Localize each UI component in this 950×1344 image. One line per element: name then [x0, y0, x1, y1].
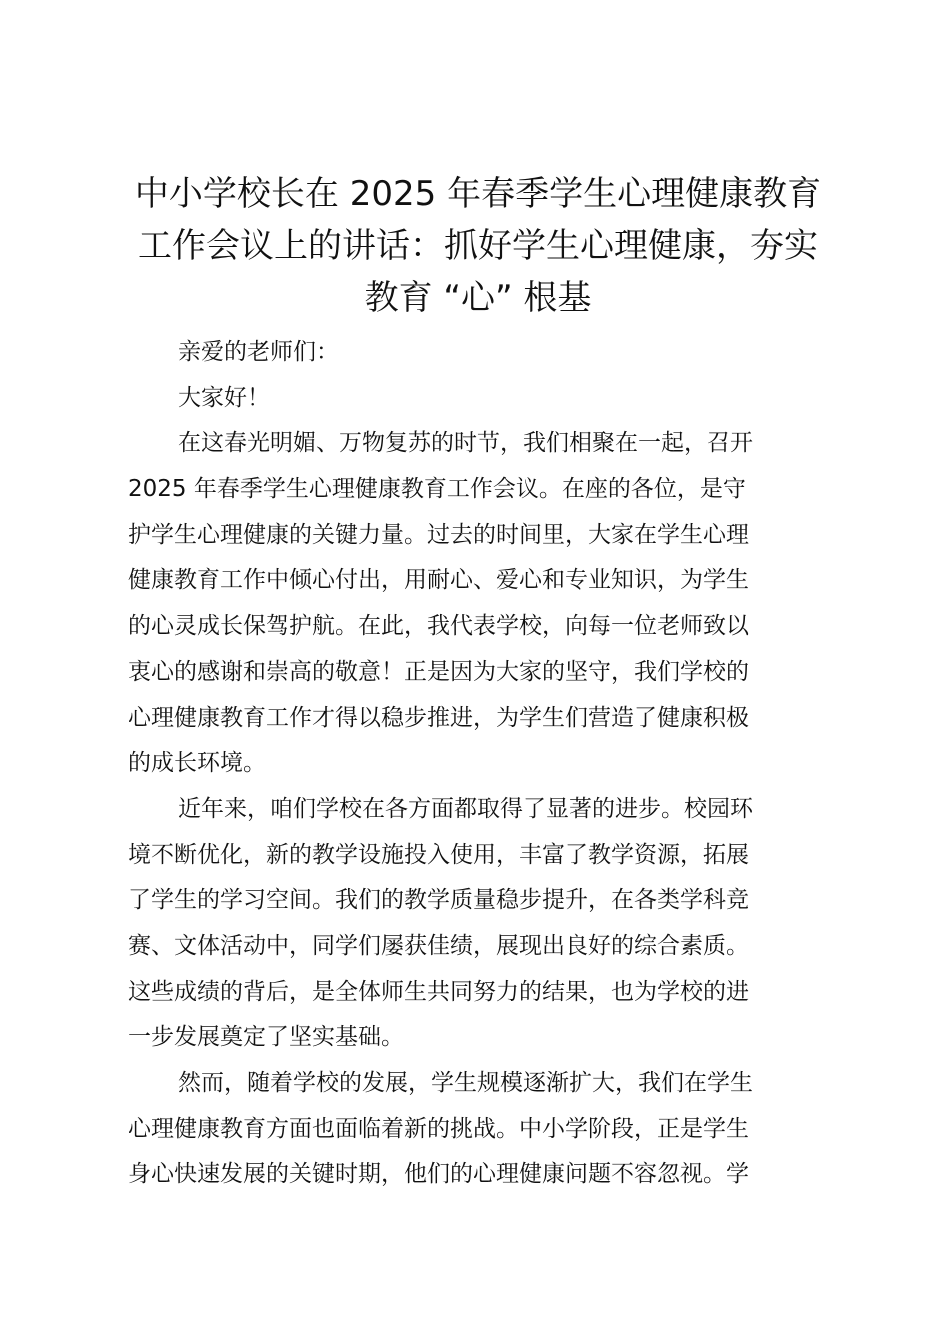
document-title — [122, 168, 834, 324]
body-line: 健康教育工作中倾心付出，用耐心、爱心和专业知识，为学生 — [128, 567, 749, 594]
body-line: 赛、文体活动中，同学们屡获佳绩，展现出良好的综合素质。 — [128, 932, 749, 959]
body-line: 这些成绩的背后，是全体师生共同努力的结果，也为学校的进 — [128, 978, 749, 1005]
body-line: 近年来，咱们学校在各方面都取得了显著的进步。校园环 — [178, 795, 753, 822]
body-line: 的成长环境。 — [128, 750, 266, 777]
body-line: 身心快速发展的关键时期，他们的心理健康问题不容忽视。学 — [128, 1161, 749, 1188]
body-line: 护学生心理健康的关键力量。过去的时间里，大家在学生心理 — [128, 521, 749, 548]
body-line: 2025 年春季学生心理健康教育工作会议。在座的各位，是守 — [128, 476, 746, 503]
document-body — [128, 330, 828, 1198]
salutation: 亲爱的老师们： — [178, 339, 339, 365]
title-line: 教育 “心” 根基 — [364, 278, 592, 318]
title-line: 中小学校长在 2025 年春季学生心理健康教育 — [134, 174, 822, 214]
body-line: 的心灵成长保驾护航。在此，我代表学校，向每一位老师致以 — [128, 613, 749, 640]
body-line: 心理健康教育工作才得以稳步推进，为学生们营造了健康积极 — [128, 704, 749, 731]
body-line: 然而，随着学校的发展，学生规模逐渐扩大，我们在学生 — [178, 1070, 753, 1096]
body-line: 心理健康教育方面也面临着新的挑战。中小学阶段，正是学生 — [128, 1115, 749, 1142]
body-line: 一步发展奠定了坚实基础。 — [128, 1024, 404, 1051]
body-line: 了学生的学习空间。我们的教学质量稳步提升，在各类学科竞 — [128, 887, 749, 914]
title-line: 工作会议上的讲话：抓好学生心理健康，夯实 — [138, 226, 818, 266]
body-line: 衷心的感谢和崇高的敬意！正是因为大家的坚守，我们学校的 — [128, 658, 749, 685]
body-line: 境不断优化，新的教学设施投入使用，丰富了教学资源，拓展 — [128, 841, 749, 868]
body-line: 在这春光明媚、万物复苏的时节，我们相聚在一起，召开 — [178, 430, 753, 457]
greeting: 大家好！ — [178, 384, 270, 411]
